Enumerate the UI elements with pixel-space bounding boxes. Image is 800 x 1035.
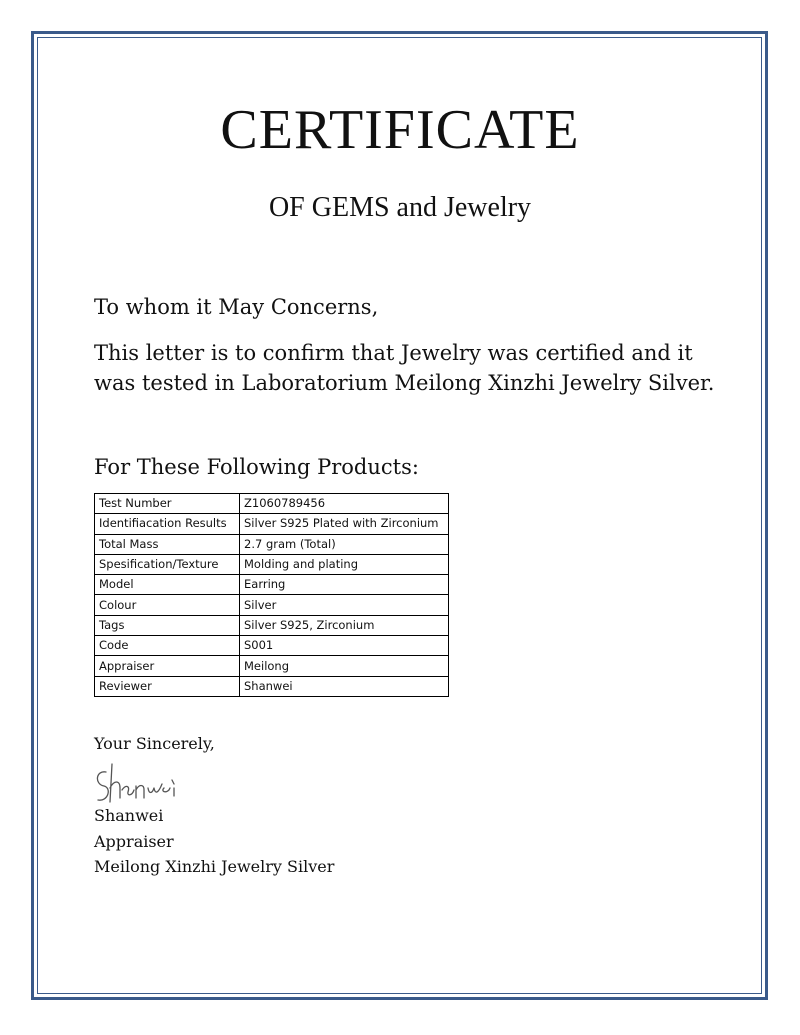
certificate-title: CERTIFICATE [220, 99, 580, 161]
table-cell-value: 2.7 gram (Total) [240, 534, 449, 554]
table-cell-value: Silver S925, Zirconium [240, 615, 449, 635]
table-cell-value: S001 [240, 636, 449, 656]
table-cell-value: Earring [240, 575, 449, 595]
signature-image [92, 758, 188, 808]
table-cell-label: Colour [95, 595, 240, 615]
table-row [95, 595, 449, 615]
table-cell-value: Z1060789456 [240, 494, 449, 514]
products-heading: For These Following Products: [94, 455, 419, 479]
table-cell-label: Spesification/Texture [95, 554, 240, 574]
table-row [95, 514, 449, 534]
table-row [95, 494, 449, 514]
table-cell-value: Meilong [240, 656, 449, 676]
greeting: To whom it May Concerns, [94, 295, 379, 319]
table-row [95, 636, 449, 656]
products-table [94, 493, 449, 697]
table-cell-label: Appraiser [95, 656, 240, 676]
table-cell-label: Model [95, 575, 240, 595]
table-cell-value: Silver [240, 595, 449, 615]
table-cell-value: Silver S925 Plated with Zirconium [240, 514, 449, 534]
table-cell-label: Reviewer [95, 676, 240, 696]
signer-role: Appraiser [94, 832, 174, 851]
table-cell-label: Total Mass [95, 534, 240, 554]
signer-name: Shanwei [94, 806, 164, 825]
table-row [95, 554, 449, 574]
certificate-subtitle: OF GEMS and Jewelry [268, 192, 532, 223]
table-cell-label: Code [95, 636, 240, 656]
table-row [95, 656, 449, 676]
table-cell-label: Identifiacation Results [95, 514, 240, 534]
closing: Your Sincerely, [94, 734, 215, 753]
table-row [95, 534, 449, 554]
table-cell-label: Tags [95, 615, 240, 635]
body-paragraph: This letter is to confirm that Jewelry was certified and it was tested in Laboratorium Meilong Xinzhi Jewelry Silver. [94, 341, 715, 395]
signature-text: Shanwei [92, 758, 97, 759]
table-cell-value: Molding and plating [240, 554, 449, 574]
table-cell-value: Shanwei [240, 676, 449, 696]
table-cell-label: Test Number [95, 494, 240, 514]
table-row [95, 575, 449, 595]
signer-organization: Meilong Xinzhi Jewelry Silver [94, 857, 335, 876]
table-row [95, 676, 449, 696]
table-row [95, 615, 449, 635]
